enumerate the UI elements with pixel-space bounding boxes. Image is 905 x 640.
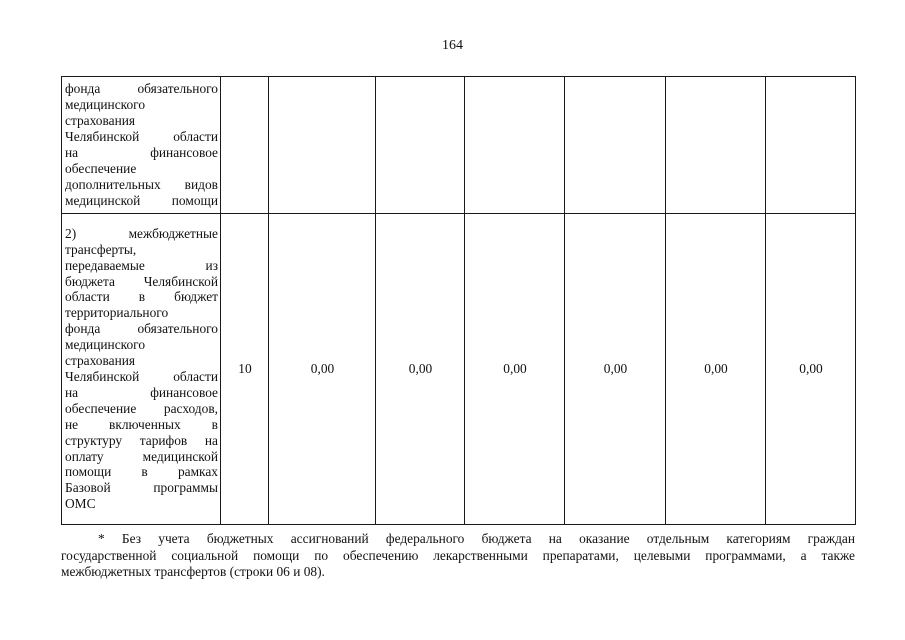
value-cell [465,77,565,214]
value-cell: 0,00 [376,214,465,525]
label-line: Челябинской области [65,369,218,384]
row-label-cell [62,77,221,214]
label-line: 2) межбюджетные [65,225,218,241]
label-line: медицинского [65,337,146,353]
label-line: трансферты, [65,241,137,257]
label-line: страхования [65,113,136,129]
page-number: 164 [442,38,463,53]
label-line: передаваемые из [65,257,218,273]
label-line: на финансовое [65,384,218,400]
row-label-cell [62,214,221,525]
value-cell [376,77,465,214]
footnote-line: * Без учета бюджетных ассигнований федерального бюджета на оказание отдельным категориям граждан [98,531,855,546]
value-cell: 0,00 [269,214,376,525]
budget-table [61,76,856,525]
label-line: страхования [65,353,136,369]
label-line: дополнительных видов [65,176,218,192]
value-cell [269,77,376,214]
value-cell [666,77,766,214]
label-line: обеспечение расходов, [65,400,218,416]
label-line: медицинского [65,97,146,113]
table-row [62,77,856,214]
label-line: медицинской помощи [65,192,218,208]
label-line: территориального [65,305,169,321]
row-code-cell [221,77,269,214]
row-code-cell: 10 [221,214,269,525]
value-cell [565,77,666,214]
value-cell: 0,00 [565,214,666,525]
label-line: области в бюджет [65,289,218,305]
label-line: ОМС [65,496,96,512]
label-line: Базовой программы [65,480,218,496]
label-line: не включенных в [65,416,218,432]
label-line: бюджета Челябинской [65,273,218,289]
value-cell: 0,00 [766,214,856,525]
label-line: фонда обязательного [65,321,218,337]
table-row [62,214,856,525]
footnote-line: межбюджетных трансфертов (строки 06 и 08). [61,564,325,579]
label-line: Челябинской области [65,129,218,145]
label-line: обеспечение [65,160,137,176]
value-cell: 0,00 [465,214,565,525]
label-line: оплату медицинской [65,448,218,464]
value-cell [766,77,856,214]
label-line: помощи в рамках [65,464,218,480]
label-line: на финансовое [65,145,218,160]
value-cell: 0,00 [666,214,766,525]
label-line: фонда обязательного [65,81,218,97]
footnote [61,531,855,581]
footnote-line: государственной социальной помощи по обеспечению лекарственными препаратами, целевыми программами, а также [61,547,855,563]
label-line: структуру тарифов на [65,432,218,448]
